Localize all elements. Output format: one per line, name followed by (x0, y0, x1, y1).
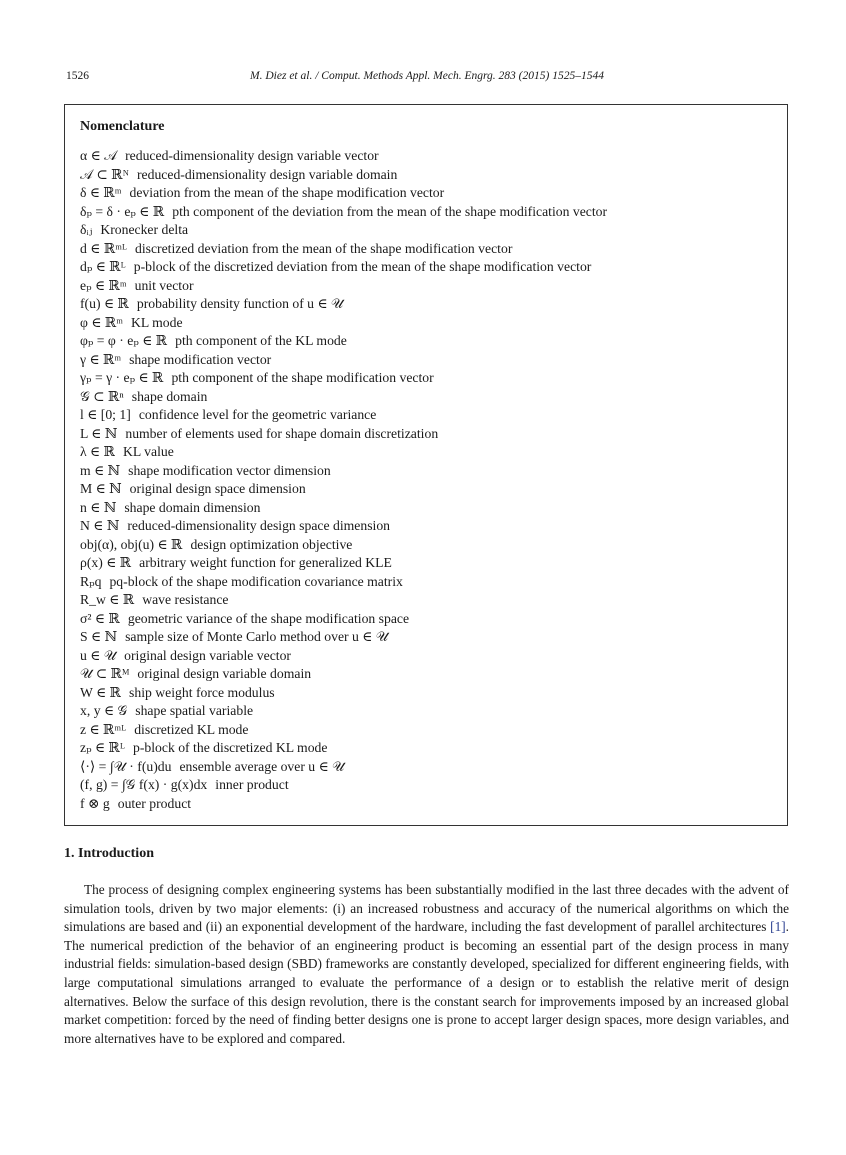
nomenclature-symbol: dₚ ∈ ℝᴸ (80, 259, 126, 274)
nomenclature-entry (80, 240, 780, 259)
nomenclature-entry (80, 684, 780, 703)
nomenclature-symbol: m ∈ ℕ (80, 462, 121, 478)
nomenclature-symbol: L ∈ ℕ (80, 425, 118, 441)
nomenclature-description: deviation from the mean of the shape modification vector (129, 185, 445, 200)
nomenclature-symbol: obj(α), obj(u) ∈ ℝ (80, 536, 183, 552)
citation-link[interactable]: [1] (770, 919, 786, 935)
nomenclature-description: sample size of Monte Carlo method over u ∈ 𝒰 (125, 629, 389, 644)
nomenclature-description: shape domain dimension (124, 499, 261, 515)
nomenclature-symbol: N ∈ ℕ (80, 518, 120, 533)
nomenclature-description: design optimization objective (190, 536, 353, 552)
nomenclature-description: pth component of the deviation from the mean of the shape modification vector (172, 203, 608, 219)
nomenclature-entry (80, 147, 780, 166)
nomenclature-entry (80, 369, 780, 388)
nomenclature-symbol: ⟨·⟩ = ∫𝒰 · f(u)du (80, 758, 172, 774)
nomenclature-description: reduced-dimensionality design variable vector (125, 148, 379, 163)
nomenclature-entry (80, 184, 780, 203)
nomenclature-symbol: W ∈ ℝ (80, 684, 122, 700)
nomenclature-description: shape domain (131, 388, 208, 404)
nomenclature-symbol: z ∈ ℝᵐᴸ (80, 721, 127, 737)
nomenclature-description: reduced-dimensionality design space dimension (127, 518, 391, 533)
nomenclature-description: discretized KL mode (134, 721, 249, 737)
nomenclature-entry (80, 443, 780, 462)
journal-citation: M. Diez et al. / Comput. Methods Appl. Mech. Engrg. 283 (2015) 1525–1544 (250, 70, 604, 82)
nomenclature-symbol: (f, g) = ∫𝒢 f(x) · g(x)dx (80, 777, 208, 792)
nomenclature-description: Kronecker delta (100, 222, 189, 237)
nomenclature-description: wave resistance (142, 592, 229, 607)
nomenclature-symbol: Rₚq (80, 573, 102, 589)
nomenclature-description: ensemble average over u ∈ 𝒰 (179, 758, 345, 774)
nomenclature-entry (80, 554, 780, 573)
nomenclature-entry (80, 665, 780, 684)
nomenclature-entry (80, 739, 780, 758)
nomenclature-symbol: f(u) ∈ ℝ (80, 296, 129, 311)
nomenclature-description: ship weight force modulus (129, 684, 275, 700)
nomenclature-entry (80, 573, 780, 592)
section-heading: 1. Introduction (64, 846, 154, 861)
nomenclature-symbol: δ ∈ ℝᵐ (80, 185, 122, 200)
nomenclature-description: geometric variance of the shape modification space (127, 610, 410, 626)
page-number: 1526 (66, 70, 89, 82)
nomenclature-entry (80, 795, 780, 814)
nomenclature-entry (80, 647, 780, 666)
nomenclature-entry (80, 258, 780, 277)
nomenclature-entry (80, 462, 780, 481)
nomenclature-entry (80, 425, 780, 444)
nomenclature-description: original design space dimension (129, 481, 306, 496)
nomenclature-symbol: f ⊗ g (80, 795, 110, 811)
nomenclature-entry (80, 702, 780, 721)
nomenclature-description: pth component of the KL mode (175, 333, 347, 348)
nomenclature-entry (80, 203, 780, 222)
nomenclature-entry (80, 221, 780, 240)
nomenclature-symbol: γₚ = γ · eₚ ∈ ℝ (80, 370, 164, 385)
nomenclature-symbol: 𝒜 ⊂ ℝᴺ (80, 166, 129, 182)
nomenclature-symbol: x, y ∈ 𝒢 (80, 703, 128, 718)
nomenclature-symbol: M ∈ ℕ (80, 481, 122, 496)
nomenclature-description: inner product (215, 777, 289, 792)
nomenclature-entry (80, 295, 780, 314)
nomenclature-description: outer product (117, 795, 192, 811)
nomenclature-box (64, 104, 788, 826)
nomenclature-symbol: R_w ∈ ℝ (80, 592, 135, 607)
nomenclature-description: unit vector (134, 277, 194, 293)
nomenclature-entry (80, 610, 780, 629)
nomenclature-symbol: 𝒢 ⊂ ℝⁿ (80, 388, 124, 404)
nomenclature-description: original design variable vector (124, 647, 291, 663)
nomenclature-description: shape spatial variable (135, 703, 254, 718)
nomenclature-symbol: φₚ = φ · eₚ ∈ ℝ (80, 333, 168, 348)
nomenclature-entry (80, 480, 780, 499)
nomenclature-entry (80, 591, 780, 610)
nomenclature-entry (80, 628, 780, 647)
nomenclature-entry (80, 166, 780, 185)
nomenclature-description: KL value (123, 444, 174, 459)
nomenclature-entry (80, 314, 780, 333)
nomenclature-description: pq-block of the shape modification covariance matrix (109, 573, 403, 589)
nomenclature-entry (80, 277, 780, 296)
paragraph-text: The process of designing complex engineering systems has been substantially modified in the last three decades with the advent of simulation tools, driven by two major elements: (i) an increased robustness and accuracy of the numerical algorithms on which the simulations are based and (ii) an exponential development of the hardware, including the fast development of parallel architectures (64, 882, 789, 935)
nomenclature-description: KL mode (130, 314, 183, 330)
nomenclature-title: Nomenclature (80, 119, 165, 134)
nomenclature-entry (80, 517, 780, 536)
nomenclature-symbol: zₚ ∈ ℝᴸ (80, 740, 125, 755)
nomenclature-symbol: δᵢⱼ (80, 222, 93, 237)
nomenclature-description: shape modification vector dimension (128, 462, 331, 478)
nomenclature-symbol: σ² ∈ ℝ (80, 610, 120, 626)
intro-paragraph (64, 881, 789, 1048)
nomenclature-symbol: d ∈ ℝᵐᴸ (80, 240, 127, 256)
nomenclature-symbol: n ∈ ℕ (80, 499, 117, 515)
nomenclature-symbol: eₚ ∈ ℝᵐ (80, 277, 127, 293)
nomenclature-symbol: λ ∈ ℝ (80, 444, 115, 459)
nomenclature-entry (80, 351, 780, 370)
nomenclature-description: shape modification vector (129, 351, 272, 367)
nomenclature-description: p-block of the discretized deviation from the mean of the shape modification vector (133, 259, 592, 274)
nomenclature-symbol: φ ∈ ℝᵐ (80, 314, 123, 330)
nomenclature-symbol: l ∈ [0; 1] (80, 407, 131, 422)
nomenclature-list (80, 147, 780, 813)
nomenclature-symbol: α ∈ 𝒜 (80, 148, 118, 163)
nomenclature-entry (80, 776, 780, 795)
running-header (66, 67, 788, 85)
nomenclature-symbol: S ∈ ℕ (80, 629, 118, 644)
nomenclature-description: discretized deviation from the mean of the shape modification vector (134, 240, 513, 256)
nomenclature-entry (80, 536, 780, 555)
nomenclature-description: confidence level for the geometric variance (138, 407, 377, 422)
nomenclature-symbol: δₚ = δ · eₚ ∈ ℝ (80, 203, 165, 219)
nomenclature-description: pth component of the shape modification vector (171, 370, 434, 385)
nomenclature-description: p-block of the discretized KL mode (132, 740, 328, 755)
nomenclature-entry (80, 721, 780, 740)
nomenclature-description: probability density function of u ∈ 𝒰 (136, 296, 344, 311)
nomenclature-symbol: ρ(x) ∈ ℝ (80, 555, 132, 570)
paragraph-text: . The numerical prediction of the behavior of an engineering product is becoming an essential part of the design process in many industrial fields: simulation-based design (SBD) frameworks are constantly developed, specialized for different engineering fields, with large computational simulations arranged to evaluate the performance of a design or to establish the relative merit of design alternatives. Below the surface of this design revolution, there is the constant search for improvements imposed by an increased global market competition: forced by the need of finding better designs one is prone to accept larger design spaces, more design variables, and more alternatives have to be explored and compared. (64, 919, 789, 1046)
nomenclature-entry (80, 332, 780, 351)
nomenclature-entry (80, 388, 780, 407)
nomenclature-entry (80, 758, 780, 777)
nomenclature-entry (80, 499, 780, 518)
nomenclature-entry (80, 406, 780, 425)
nomenclature-description: reduced-dimensionality design variable domain (136, 166, 398, 182)
nomenclature-description: original design variable domain (137, 666, 312, 681)
nomenclature-symbol: u ∈ 𝒰 (80, 647, 117, 663)
nomenclature-description: number of elements used for shape domain discretization (125, 425, 439, 441)
nomenclature-symbol: γ ∈ ℝᵐ (80, 351, 122, 367)
nomenclature-description: arbitrary weight function for generalized KLE (139, 555, 392, 570)
nomenclature-symbol: 𝒰 ⊂ ℝᴹ (80, 666, 130, 681)
